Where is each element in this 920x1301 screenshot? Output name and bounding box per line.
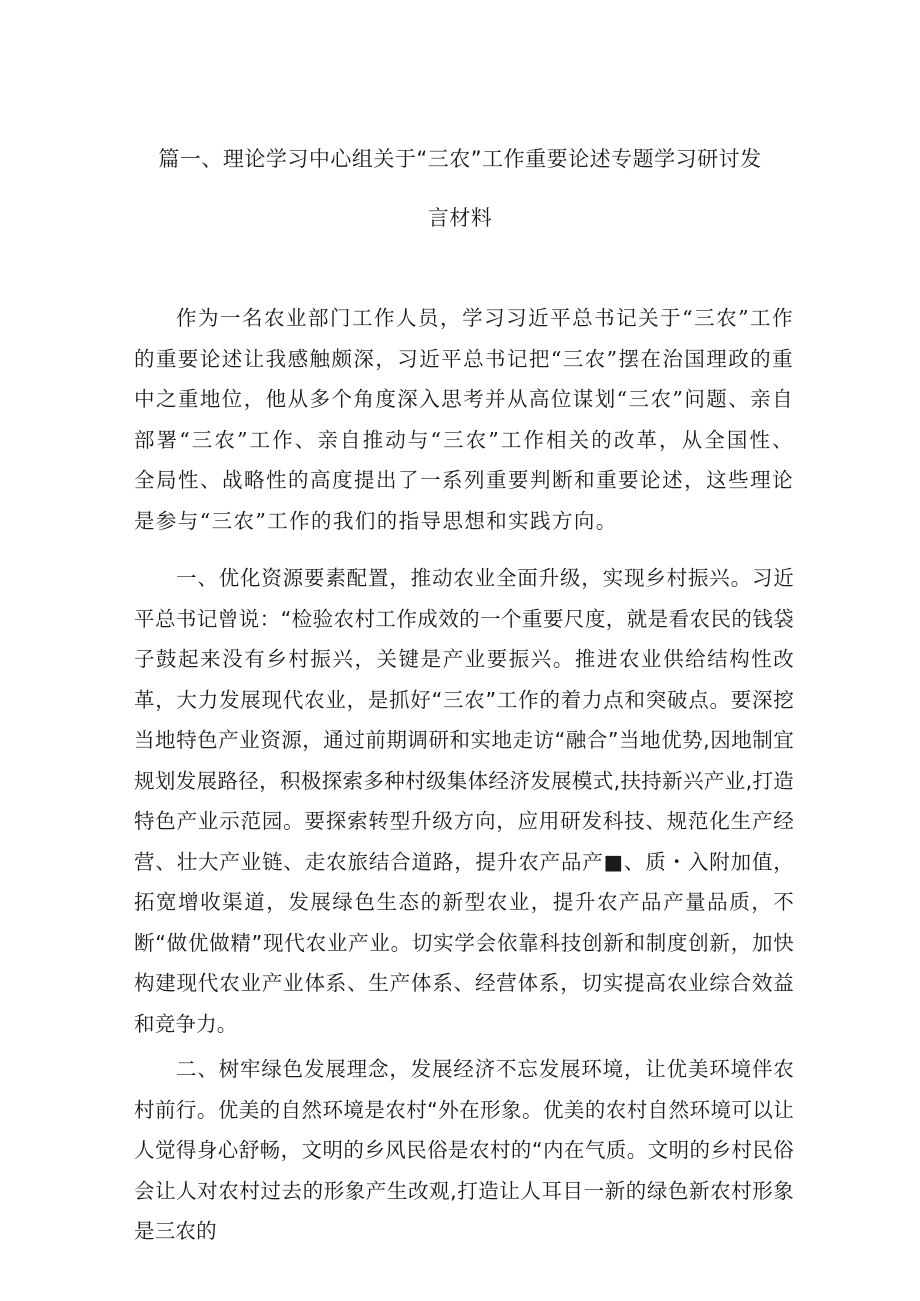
document-title-line-1: 篇一、理论学习中心组关于“三农”工作重要论述专题学习研讨发: [158, 147, 762, 171]
paragraph-section-two: 二、树牢绿色发展理念，发展经济不忘发展环境，让优美环境伴农村前行。优美的自然环境是农村“外在形象。优美的农村自然环境可以让人觉得身心舒畅，文明的乡风民俗是农村的“内在气质。文明的乡村民俗会让人对农村过去的形象产生改观,打造让人耳目一新的绿色新农村形象是三农的: [134, 1057, 794, 1243]
paragraph-introduction: 作为一名农业部门工作人员，学习习近平总书记关于“三农”工作的重要论述让我感触颇深，习近平总书记把“三农”摆在治国理政的重中之重地位，他从多个角度深入思考并从高位谋划“三农”问题、亲自部署“三农”工作、亲自推动与“三农”工作相关的改革，从全国性、全局性、战略性的高度提出了一系列重要判断和重要论述，这些理论是参与“三农”工作的我们的指导思想和实践方向。: [134, 306, 794, 533]
document-title-line-2: 言材料: [427, 206, 493, 230]
paragraph-section-one: 一、优化资源要素配置，推动农业全面升级，实现乡村振兴。习近平总书记曾说：“检验农村工作成效的一个重要尺度，就是看农民的钱袋子鼓起来没有乡村振兴，关键是产业要振兴。推进农业供给结构性改革，大力发展现代农业，是抓好“三农”工作的着力点和突破点。要深挖当地特色产业资源，通过前期调研和实地走访“融合”当地优势,因地制宜规划发展路径，积极探索多种村级集体经济发展模式,扶持新兴产业,打造特色产业示范园。要探索转型升级方向，应用研发科技、规范化生产经营、壮大产业链、走农旅结合道路，提升农产品产■、质・入附加值，拓宽增收渠道，发展绿色生态的新型农业，提升农产品产量品质，不断“做优做精”现代农业产业。切实学会依靠科技创新和制度创新，加快构建现代农业产业体系、生产体系、经营体系，切实提高农业综合效益和竞争力。: [134, 566, 794, 1036]
